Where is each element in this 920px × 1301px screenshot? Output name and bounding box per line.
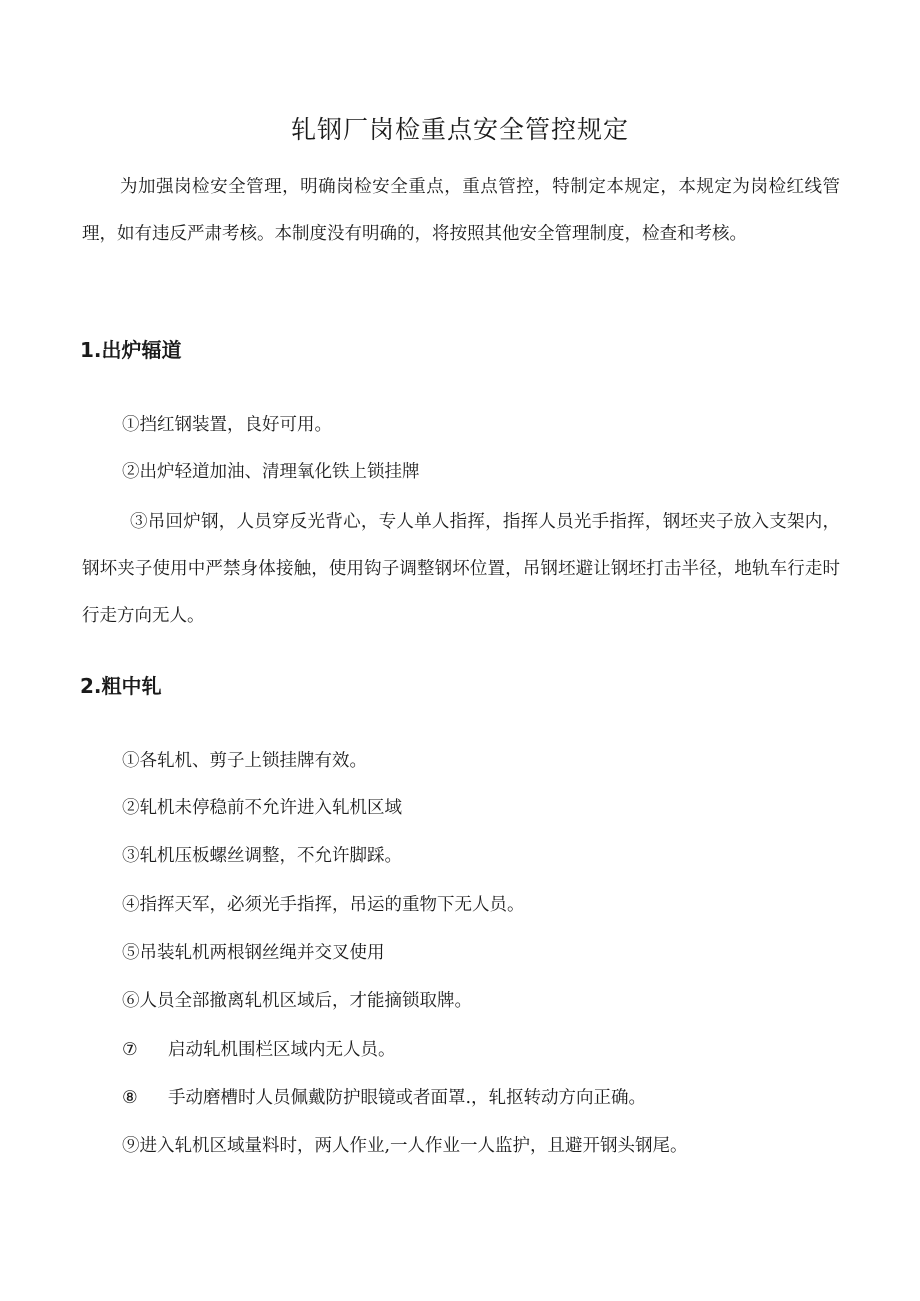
list-item: ②出炉轻道加油、清理氧化铁上锁挂牌 <box>122 462 420 482</box>
item-number: ⑧ <box>122 1088 138 1108</box>
list-item: ⑥人员全部撤离轧机区域后，才能摘锁取牌。 <box>122 991 472 1011</box>
list-item <box>122 1086 646 1110</box>
item-text: 启动轧机围栏区域内无人员。 <box>168 1040 396 1060</box>
list-item: ⑤吊装轧机两根钢丝绳并交叉使用 <box>122 943 385 963</box>
section-heading-1: 1.出炉辐道 <box>80 338 182 362</box>
list-item <box>122 1038 396 1062</box>
list-item: ③轧机压板螺丝调整，不允许脚踩。 <box>122 846 402 866</box>
list-item: ②轧机未停稳前不允许进入轧机区域 <box>122 798 402 818</box>
document-title: 轧钢厂岗检重点安全管控规定 <box>290 115 629 144</box>
item-text: 手动磨槽时人员佩戴防护眼镜或者面罩.，轧抠转动方向正确。 <box>168 1088 647 1108</box>
list-item: ④指挥天军，必须光手指挥，吊运的重物下无人员。 <box>122 895 525 915</box>
section-heading-2: 2.粗中轧 <box>80 674 162 698</box>
list-item: ⑨进入轧机区域量料时，两人作业,一人作业一人监护，且避开钢头钢尾。 <box>122 1136 688 1156</box>
intro-paragraph: 为加强岗检安全管理，明确岗检安全重点，重点管控，特制定本规定，本规定为岗检红线管理，如有违反严肃考核。本制度没有明确的，将按照其他安全管理制度，检查和考核。 <box>82 177 840 244</box>
list-item: ①挡红钢装置，良好可用。 <box>122 415 332 435</box>
list-item: ①各轧机、剪子上锁挂牌有效。 <box>122 751 367 771</box>
item-number: ⑦ <box>122 1040 138 1060</box>
list-item: ③吊回炉钢，人员穿反光背心，专人单人指挥，指挥人员光手指挥，钢坯夹子放入支架内，钢坏夹子使用中严禁身体接触，使用钩子调整钢坏位置，吊钢坯避让钢坯打击半径，地轨车行走时行走方向无人。 <box>82 512 840 626</box>
